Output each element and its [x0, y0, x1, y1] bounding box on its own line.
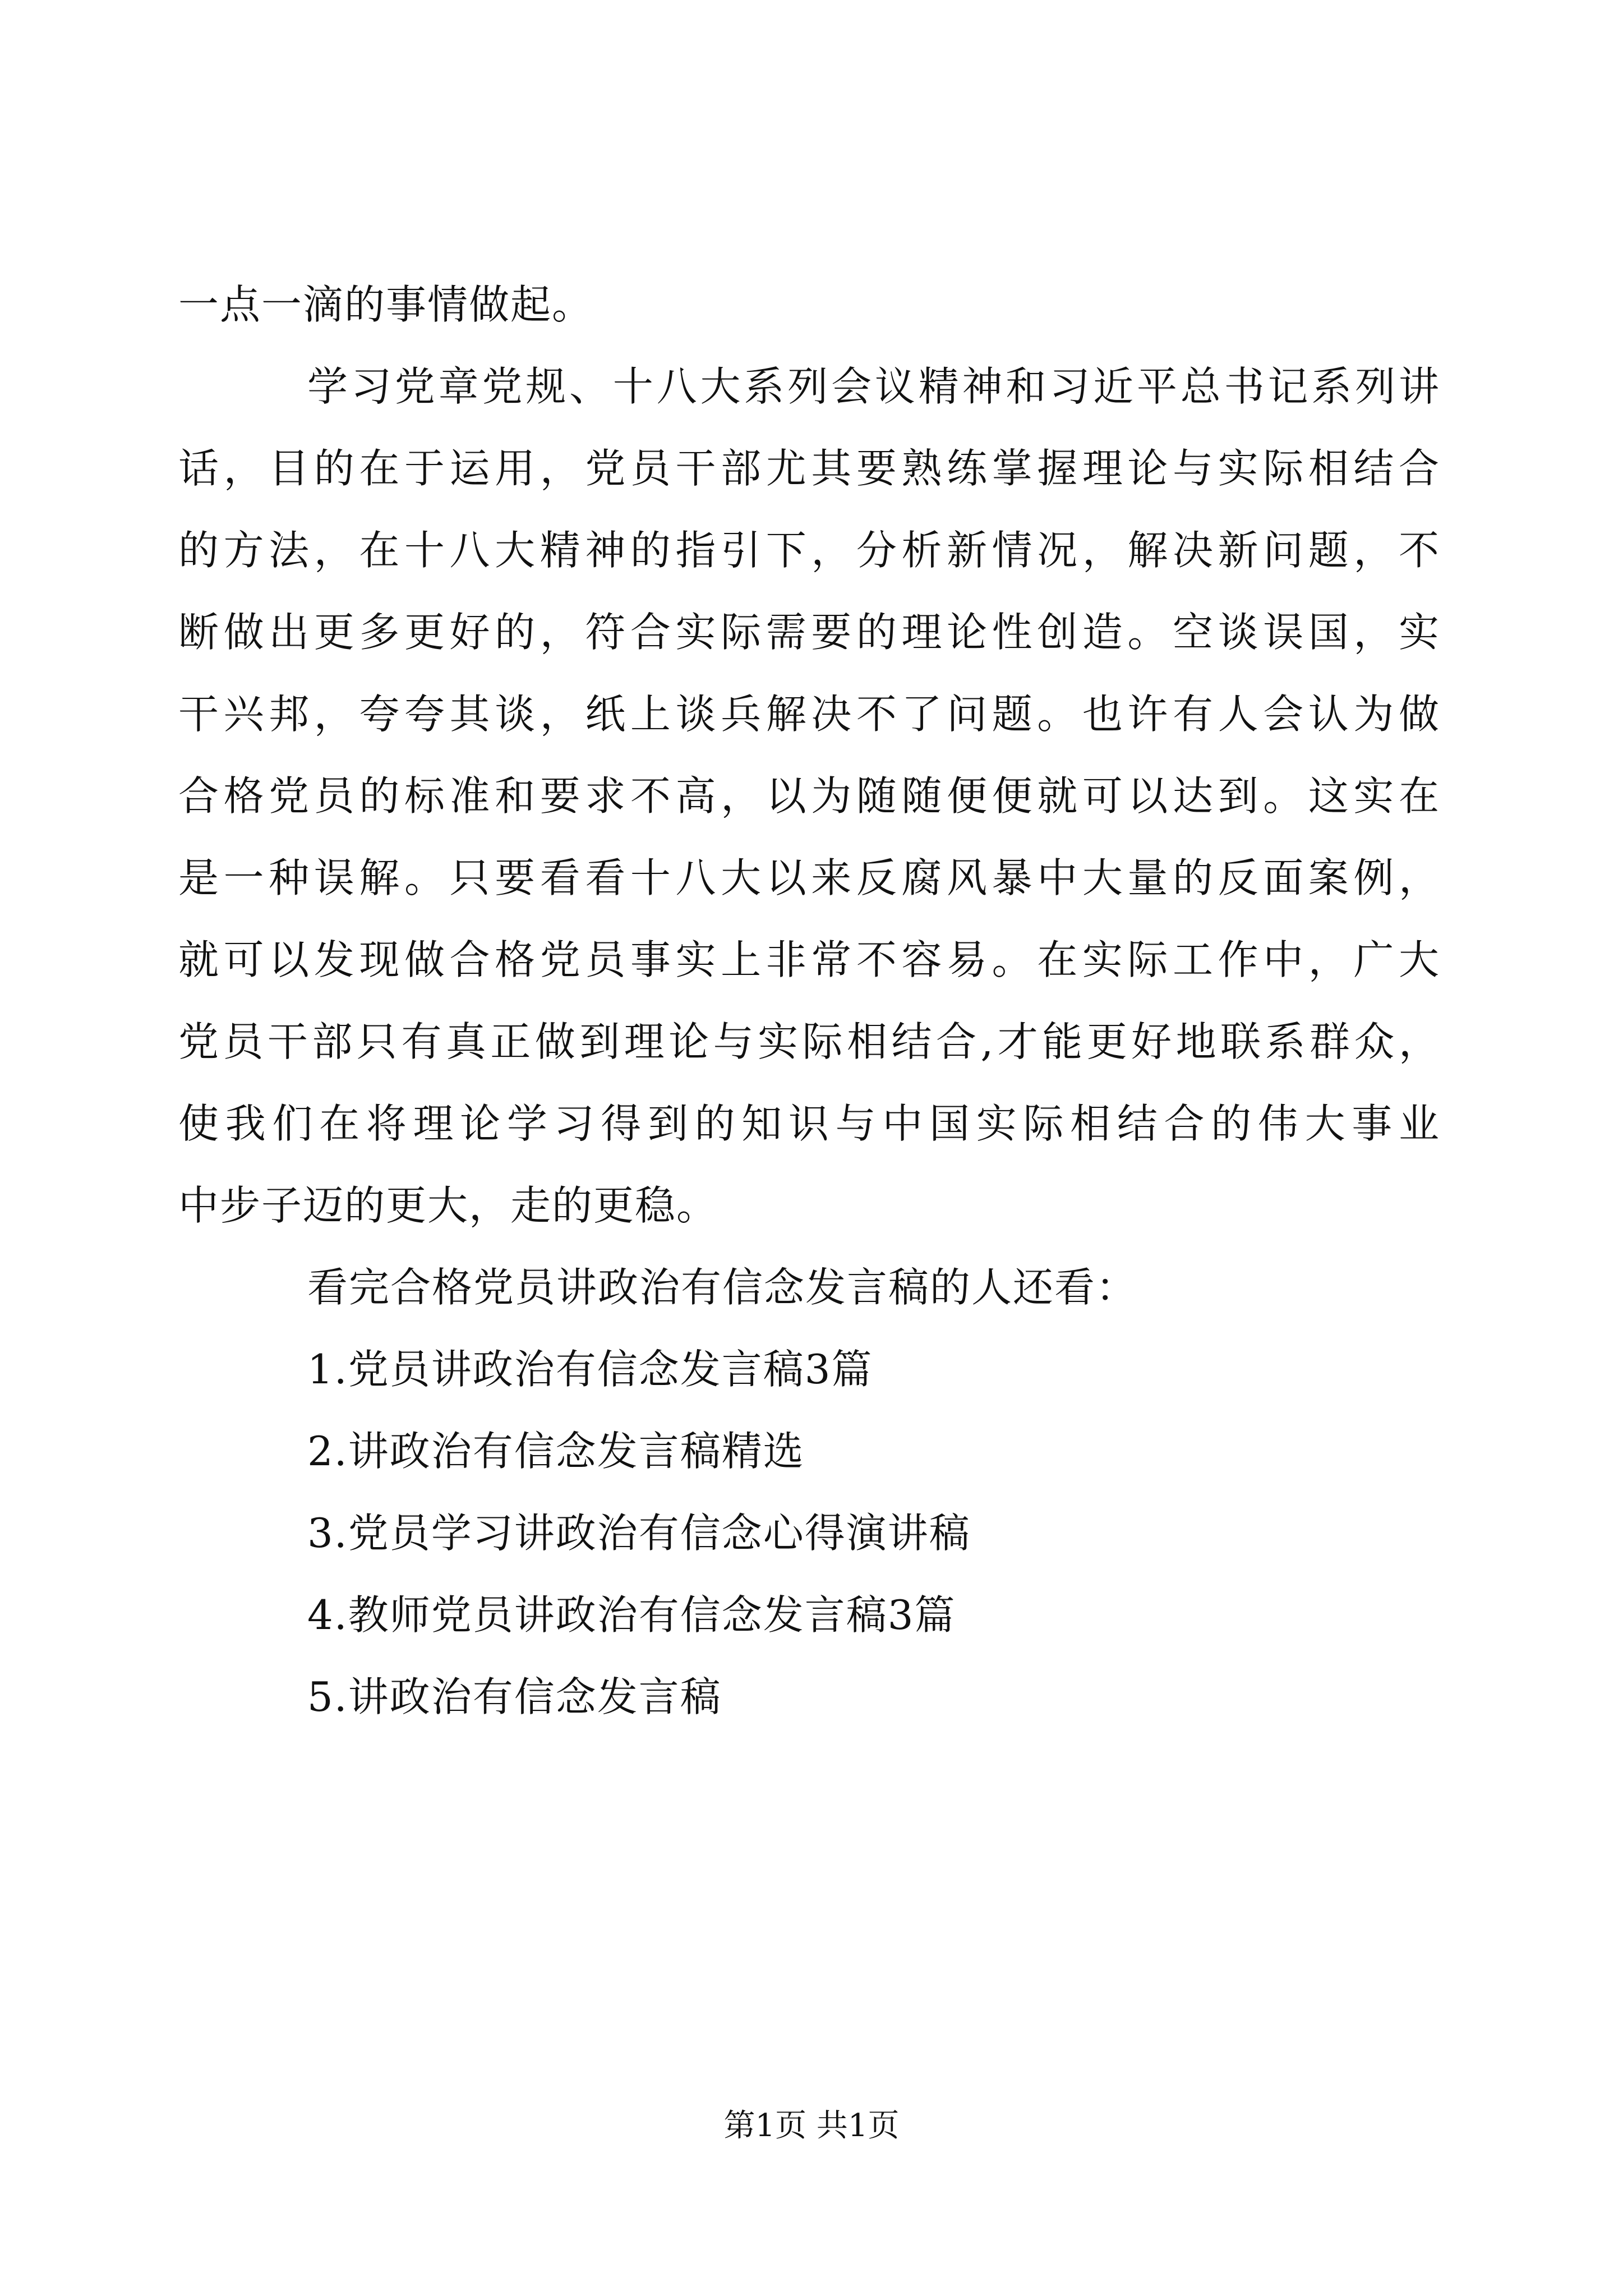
paragraph-line: 就可以发现做合格党员事实上非常不容易。在实际工作中，广大: [178, 936, 1440, 983]
paragraph-line: 断做出更多更好的，符合实际需要的理论性创造。空谈误国，实: [178, 609, 1440, 656]
related-item[interactable]: 4.教师党员讲政治有信念发言稿3篇: [307, 1591, 956, 1639]
related-item[interactable]: 5.讲政治有信念发言稿: [307, 1673, 722, 1720]
paragraph-line: 干兴邦，夸夸其谈，纸上谈兵解决不了问题。也许有人会认为做: [178, 691, 1440, 738]
paragraph-line: 的方法，在十八大精神的指引下，分析新情况，解决新问题，不: [178, 527, 1440, 574]
paragraph-line: 党员干部只有真正做到理论与实际相结合,才能更好地联系群众，: [178, 1018, 1440, 1065]
related-item[interactable]: 3.党员学习讲政治有信念心得演讲稿: [307, 1510, 971, 1557]
paragraph-line: 合格党员的标准和要求不高，以为随随便便就可以达到。这实在: [178, 772, 1440, 820]
paragraph-line: 中步子迈的更大，走的更稳。: [178, 1182, 718, 1229]
paragraph-line: 使我们在将理论学习得到的知识与中国实际相结合的伟大事业: [178, 1100, 1440, 1147]
related-item[interactable]: 1.党员讲政治有信念发言稿3篇: [307, 1346, 873, 1393]
page-number-footer: 第1页 共1页: [723, 2108, 900, 2144]
related-list: [178, 1328, 1440, 1738]
paragraph-line: 是一种误解。只要看看十八大以来反腐风暴中大量的反面案例，: [178, 854, 1440, 901]
related-heading: 看完合格党员讲政治有信念发言稿的人还看：: [307, 1264, 1138, 1311]
related-item[interactable]: 2.讲政治有信念发言稿精选: [307, 1428, 805, 1475]
paragraph-line: 一点一滴的事情做起。: [178, 281, 594, 328]
paragraph-line: 话，目的在于运用，党员干部尤其要熟练掌握理论与实际相结合: [178, 445, 1440, 492]
paragraph-line: 学习党章党规、十八大系列会议精神和习近平总书记系列讲: [307, 363, 1440, 410]
document-body: [178, 264, 1440, 1738]
